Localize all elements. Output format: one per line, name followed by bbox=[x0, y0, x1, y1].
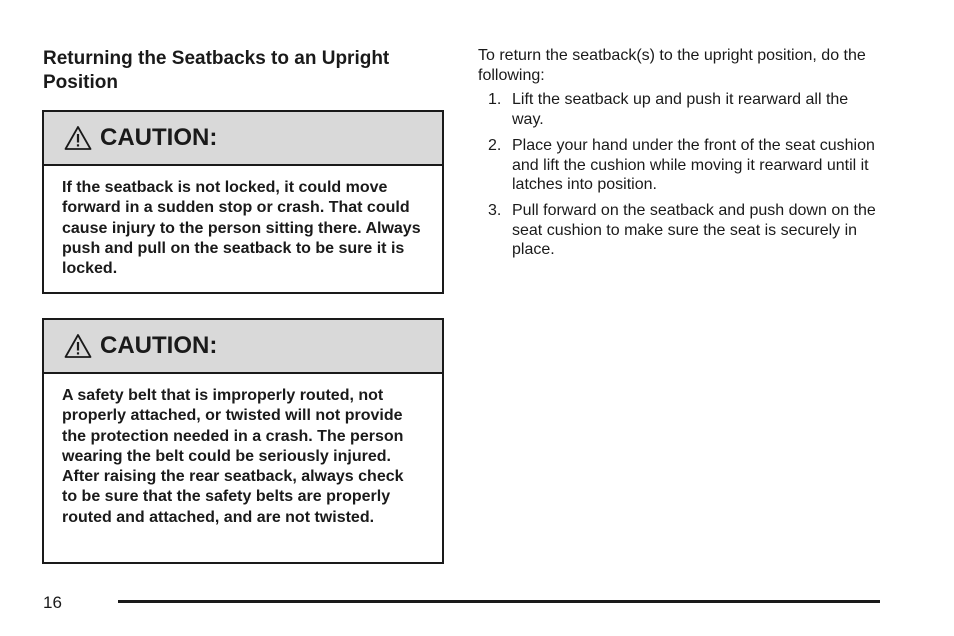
step-text: Pull forward on the seatback and push down on the seat cushion to make sure the seat is securely in place. bbox=[512, 201, 876, 259]
section-heading: Returning the Seatbacks to an Upright Position bbox=[43, 48, 390, 93]
instructions-intro: To return the seatback(s) to the upright position, do the following: bbox=[478, 47, 866, 84]
step-number: 1. bbox=[488, 91, 502, 109]
caution-box-seatback-lock bbox=[42, 110, 444, 294]
instructions-steps bbox=[478, 90, 878, 260]
footer-rule bbox=[118, 600, 880, 603]
caution-title: CAUTION: bbox=[100, 124, 218, 151]
step-item bbox=[478, 201, 878, 260]
caution-header bbox=[44, 112, 442, 166]
warning-triangle-icon bbox=[64, 333, 92, 359]
caution-title: CAUTION: bbox=[100, 332, 218, 359]
instructions-column bbox=[478, 46, 878, 266]
step-number: 3. bbox=[488, 201, 502, 219]
step-number: 2. bbox=[488, 136, 502, 154]
step-text: Lift the seatback up and push it rearward all the way. bbox=[512, 91, 849, 129]
caution-text: If the seatback is not locked, it could move forward in a sudden stop or crash. That could cause injury to the person sitting there. Always push and pull on the seatback to be sure it is locked. bbox=[62, 179, 421, 278]
step-text: Place your hand under the front of the seat cushion and lift the cushion while moving it rearward until it latches into position. bbox=[512, 136, 875, 194]
caution-header bbox=[44, 320, 442, 374]
caution-box-safety-belt bbox=[42, 318, 444, 564]
page-number: 16 bbox=[43, 593, 62, 612]
step-item bbox=[478, 90, 878, 129]
caution-text: A safety belt that is improperly routed, not properly attached, or twisted will not provide the protection needed in a crash. The person wearing the belt could be seriously injured. After raising the rear seatback, always check to be sure that the safety belts are properly routed and attached, and are not twisted. bbox=[62, 387, 404, 526]
step-item bbox=[478, 136, 878, 195]
warning-triangle-icon bbox=[64, 125, 92, 151]
